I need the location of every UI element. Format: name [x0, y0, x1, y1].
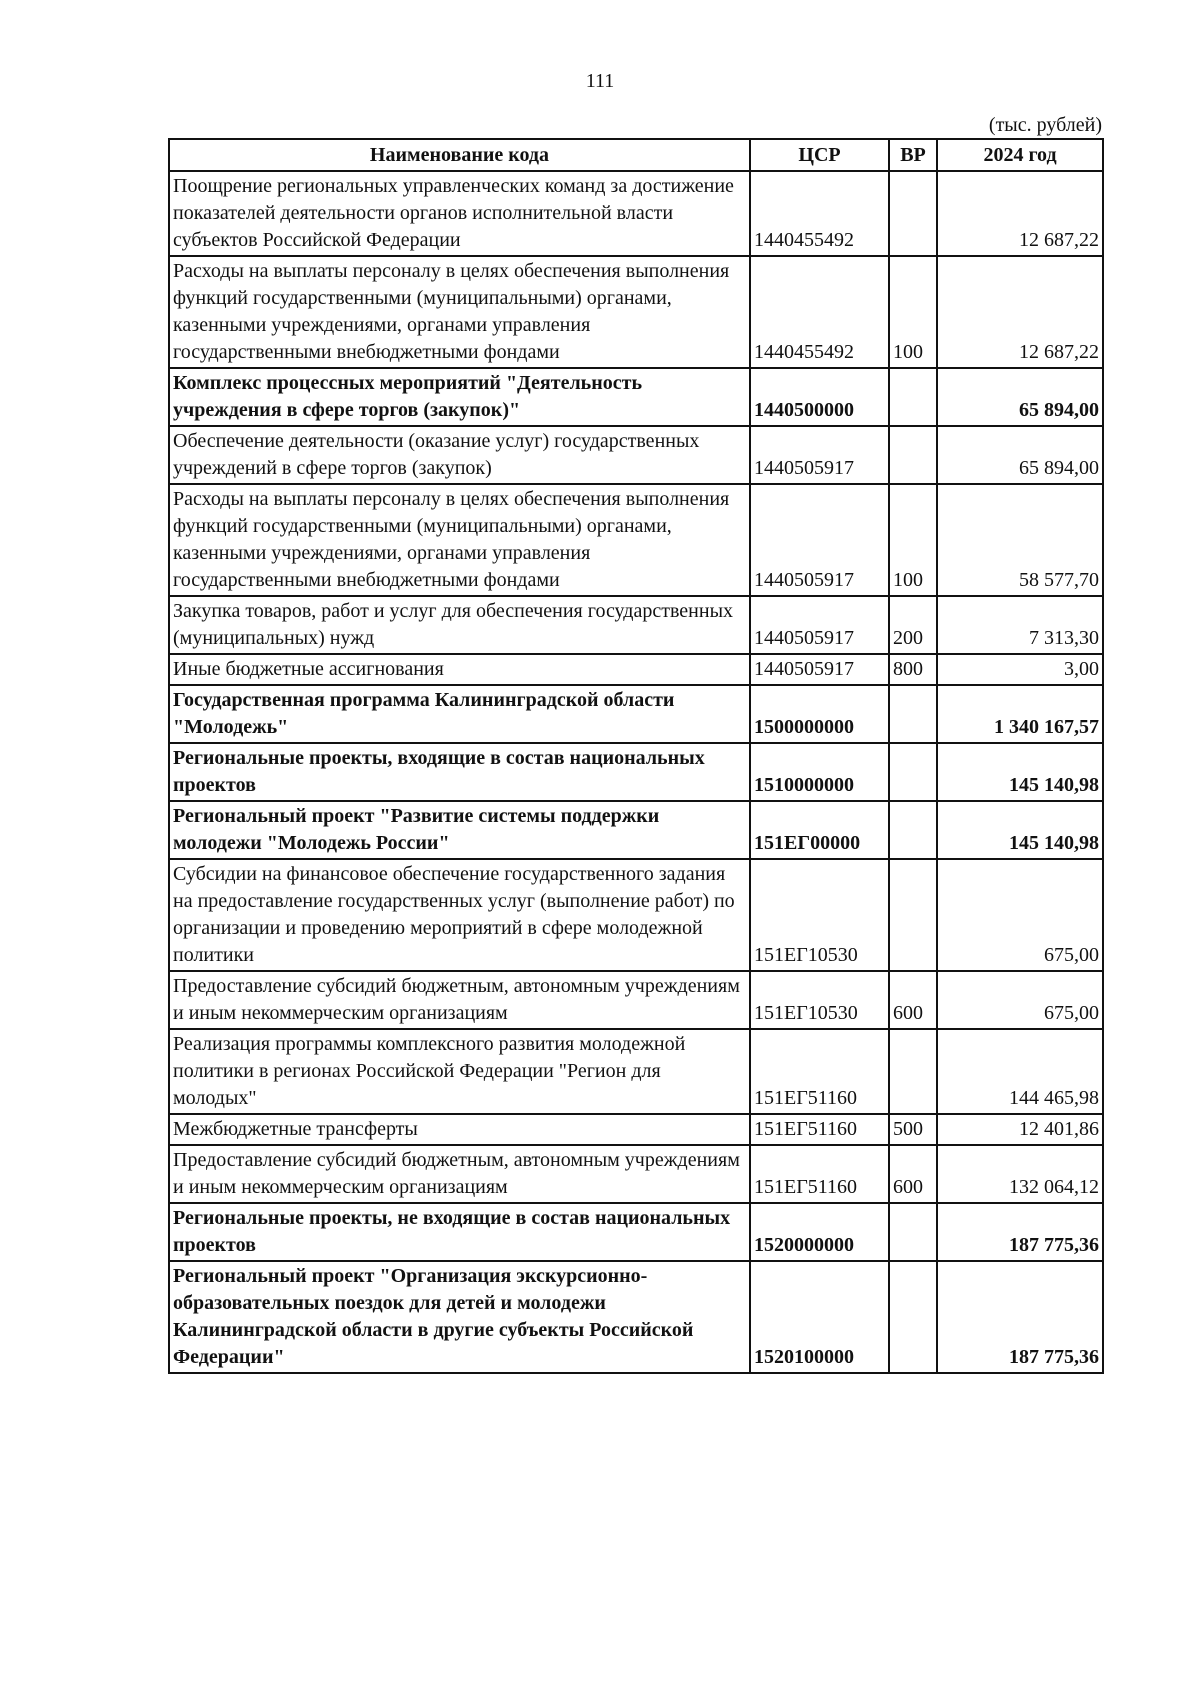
row-name: Расходы на выплаты персоналу в целях обеспечения выполнения функций государственными (муниципальными) органами, казенными учреждениями, органами управления государственными внебюджетными фондами: [169, 256, 750, 368]
row-amount: 58 577,70: [937, 484, 1103, 596]
row-name: Закупка товаров, работ и услуг для обеспечения государственных (муниципальных) нужд: [169, 596, 750, 654]
header-amount: 2024 год: [937, 139, 1103, 171]
table-header-row: [169, 139, 1103, 171]
table-row: [169, 368, 1103, 426]
header-name: Наименование кода: [169, 139, 750, 171]
row-csr: 151ЕГ10530: [750, 971, 889, 1029]
row-csr: 1440505917: [750, 654, 889, 685]
row-name: Иные бюджетные ассигнования: [169, 654, 750, 685]
row-name: Государственная программа Калининградской области "Молодежь": [169, 685, 750, 743]
table-row: [169, 743, 1103, 801]
row-amount: 187 775,36: [937, 1261, 1103, 1373]
row-csr: 151ЕГ51160: [750, 1114, 889, 1145]
row-csr: 1440455492: [750, 171, 889, 256]
row-csr: 1500000000: [750, 685, 889, 743]
row-amount: 12 687,22: [937, 171, 1103, 256]
table-row: [169, 971, 1103, 1029]
row-vr: [889, 1261, 937, 1373]
table-row: [169, 1029, 1103, 1114]
row-vr: [889, 743, 937, 801]
row-csr: 151ЕГ00000: [750, 801, 889, 859]
row-csr: 1520000000: [750, 1203, 889, 1261]
row-amount: 145 140,98: [937, 801, 1103, 859]
row-name: Комплекс процессных мероприятий "Деятельность учреждения в сфере торгов (закупок)": [169, 368, 750, 426]
row-csr: 1440505917: [750, 426, 889, 484]
row-amount: 12 687,22: [937, 256, 1103, 368]
row-amount: 65 894,00: [937, 368, 1103, 426]
table-row: [169, 685, 1103, 743]
row-vr: [889, 1203, 937, 1261]
row-csr: 1440500000: [750, 368, 889, 426]
table-row: [169, 256, 1103, 368]
units-label: (тыс. рублей): [988, 114, 1102, 136]
row-amount: 12 401,86: [937, 1114, 1103, 1145]
row-name: Региональный проект "Организация экскурсионно-образовательных поездок для детей и молодежи Калининградской области в другие субъекты Российской Федерации": [169, 1261, 750, 1373]
row-amount: 675,00: [937, 971, 1103, 1029]
table-row: [169, 1261, 1103, 1373]
row-vr: [889, 801, 937, 859]
row-amount: 132 064,12: [937, 1145, 1103, 1203]
row-amount: 145 140,98: [937, 743, 1103, 801]
row-name: Обеспечение деятельности (оказание услуг) государственных учреждений в сфере торгов (закупок): [169, 426, 750, 484]
row-vr: [889, 685, 937, 743]
row-amount: 144 465,98: [937, 1029, 1103, 1114]
row-amount: 675,00: [937, 859, 1103, 971]
row-vr: 200: [889, 596, 937, 654]
table-row: [169, 654, 1103, 685]
row-name: Поощрение региональных управленческих команд за достижение показателей деятельности органов исполнительной власти субъектов Российской Федерации: [169, 171, 750, 256]
budget-table: [168, 138, 1104, 1374]
header-vr: ВР: [889, 139, 937, 171]
row-csr: 1520100000: [750, 1261, 889, 1373]
table-row: [169, 1145, 1103, 1203]
row-vr: 100: [889, 484, 937, 596]
row-name: Предоставление субсидий бюджетным, автономным учреждениям и иным некоммерческим организациям: [169, 971, 750, 1029]
row-vr: [889, 859, 937, 971]
row-csr: 1440505917: [750, 484, 889, 596]
table-row: [169, 859, 1103, 971]
row-name: Реализация программы комплексного развития молодежной политики в регионах Российской Федерации "Регион для молодых": [169, 1029, 750, 1114]
row-csr: 1440455492: [750, 256, 889, 368]
row-amount: 3,00: [937, 654, 1103, 685]
table-row: [169, 1203, 1103, 1261]
table-row: [169, 171, 1103, 256]
row-csr: 151ЕГ51160: [750, 1029, 889, 1114]
row-vr: 800: [889, 654, 937, 685]
row-name: Региональные проекты, входящие в состав национальных проектов: [169, 743, 750, 801]
row-csr: 151ЕГ10530: [750, 859, 889, 971]
row-name: Региональные проекты, не входящие в состав национальных проектов: [169, 1203, 750, 1261]
row-name: Субсидии на финансовое обеспечение государственного задания на предоставление государственных услуг (выполнение работ) по организации и проведению мероприятий в сфере молодежной политики: [169, 859, 750, 971]
row-vr: 500: [889, 1114, 937, 1145]
row-vr: 600: [889, 971, 937, 1029]
row-amount: 1 340 167,57: [937, 685, 1103, 743]
row-name: Межбюджетные трансферты: [169, 1114, 750, 1145]
row-amount: 7 313,30: [937, 596, 1103, 654]
row-csr: 1440505917: [750, 596, 889, 654]
header-csr: ЦСР: [750, 139, 889, 171]
table-row: [169, 596, 1103, 654]
table-row: [169, 1114, 1103, 1145]
row-amount: 65 894,00: [937, 426, 1103, 484]
row-name: Расходы на выплаты персоналу в целях обеспечения выполнения функций государственными (муниципальными) органами, казенными учреждениями, органами управления государственными внебюджетными фондами: [169, 484, 750, 596]
row-vr: [889, 368, 937, 426]
table-row: [169, 484, 1103, 596]
row-vr: 600: [889, 1145, 937, 1203]
row-vr: [889, 1029, 937, 1114]
table-row: [169, 426, 1103, 484]
table-row: [169, 801, 1103, 859]
table-body: [169, 171, 1103, 1373]
row-csr: 151ЕГ51160: [750, 1145, 889, 1203]
row-name: Предоставление субсидий бюджетным, автономным учреждениям и иным некоммерческим организациям: [169, 1145, 750, 1203]
row-vr: 100: [889, 256, 937, 368]
row-name: Региональный проект "Развитие системы поддержки молодежи "Молодежь России": [169, 801, 750, 859]
row-amount: 187 775,36: [937, 1203, 1103, 1261]
row-vr: [889, 171, 937, 256]
row-vr: [889, 426, 937, 484]
page-number: 111: [585, 70, 615, 92]
row-csr: 1510000000: [750, 743, 889, 801]
